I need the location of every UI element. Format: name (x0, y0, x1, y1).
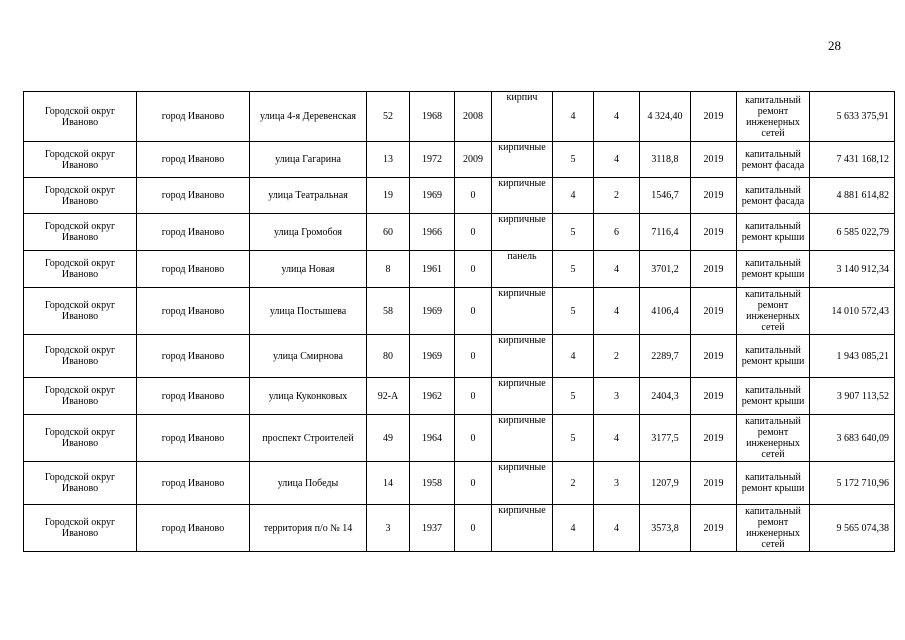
area-cell: 4106,4 (640, 288, 691, 335)
cost-cell: 3 683 640,09 (810, 415, 895, 462)
municipality-cell: Городской округ Иваново (24, 335, 137, 378)
entrances-cell: 4 (594, 92, 640, 142)
floors-cell: 5 (553, 142, 594, 178)
year-built-cell: 1962 (410, 378, 455, 415)
cost-cell: 3 907 113,52 (810, 378, 895, 415)
floors-cell: 5 (553, 251, 594, 288)
city-cell: город Иваново (137, 251, 250, 288)
street-cell: улица Постышева (250, 288, 367, 335)
planned-year-cell: 2019 (691, 251, 737, 288)
city-cell: город Иваново (137, 214, 250, 251)
house-number-cell: 19 (367, 178, 410, 214)
planned-year-cell: 2019 (691, 462, 737, 505)
year-built-cell: 1972 (410, 142, 455, 178)
planned-year-cell: 2019 (691, 92, 737, 142)
area-cell: 1207,9 (640, 462, 691, 505)
entrances-cell: 4 (594, 505, 640, 552)
municipality-cell: Городской округ Иваново (24, 178, 137, 214)
page-number: 28 (828, 38, 841, 53)
year-renovated-cell: 0 (455, 378, 492, 415)
street-cell: улица Театральная (250, 178, 367, 214)
wall-material-cell: кирпичные (492, 335, 553, 378)
wall-material-cell: кирпичные (492, 505, 553, 552)
work-type-cell: капитальный ремонт инженерных сетей (737, 288, 810, 335)
entrances-cell: 4 (594, 415, 640, 462)
entrances-cell: 4 (594, 288, 640, 335)
cost-cell: 6 585 022,79 (810, 214, 895, 251)
area-cell: 3177,5 (640, 415, 691, 462)
year-renovated-cell: 0 (455, 415, 492, 462)
cost-cell: 7 431 168,12 (810, 142, 895, 178)
house-number-cell: 58 (367, 288, 410, 335)
year-renovated-cell: 0 (455, 214, 492, 251)
work-type-cell: капитальный ремонт инженерных сетей (737, 92, 810, 142)
table-row (24, 92, 895, 142)
entrances-cell: 2 (594, 178, 640, 214)
municipality-cell: Городской округ Иваново (24, 288, 137, 335)
municipality-cell: Городской округ Иваново (24, 505, 137, 552)
area-cell: 2404,3 (640, 378, 691, 415)
house-number-cell: 52 (367, 92, 410, 142)
table-row (24, 142, 895, 178)
city-cell: город Иваново (137, 335, 250, 378)
street-cell: улица Куконковых (250, 378, 367, 415)
cost-cell: 3 140 912,34 (810, 251, 895, 288)
year-renovated-cell: 0 (455, 251, 492, 288)
table-row (24, 462, 895, 505)
wall-material-cell: кирпичные (492, 462, 553, 505)
year-renovated-cell: 0 (455, 178, 492, 214)
wall-material-cell: кирпичные (492, 415, 553, 462)
cost-cell: 14 010 572,43 (810, 288, 895, 335)
entrances-cell: 4 (594, 251, 640, 288)
house-number-cell: 3 (367, 505, 410, 552)
planned-year-cell: 2019 (691, 415, 737, 462)
house-number-cell: 80 (367, 335, 410, 378)
municipality-cell: Городской округ Иваново (24, 415, 137, 462)
table-row (24, 415, 895, 462)
entrances-cell: 3 (594, 378, 640, 415)
cost-cell: 1 943 085,21 (810, 335, 895, 378)
year-renovated-cell: 2009 (455, 142, 492, 178)
floors-cell: 4 (553, 505, 594, 552)
street-cell: улица Громобоя (250, 214, 367, 251)
year-renovated-cell: 2008 (455, 92, 492, 142)
entrances-cell: 2 (594, 335, 640, 378)
wall-material-cell: кирпич (492, 92, 553, 142)
work-type-cell: капитальный ремонт крыши (737, 378, 810, 415)
year-built-cell: 1966 (410, 214, 455, 251)
planned-year-cell: 2019 (691, 214, 737, 251)
street-cell: территория п/о № 14 (250, 505, 367, 552)
house-number-cell: 60 (367, 214, 410, 251)
planned-year-cell: 2019 (691, 142, 737, 178)
cost-cell: 5 172 710,96 (810, 462, 895, 505)
floors-cell: 5 (553, 415, 594, 462)
cost-cell: 9 565 074,38 (810, 505, 895, 552)
street-cell: улица 4-я Деревенская (250, 92, 367, 142)
table-row (24, 335, 895, 378)
work-type-cell: капитальный ремонт инженерных сетей (737, 415, 810, 462)
cost-cell: 5 633 375,91 (810, 92, 895, 142)
city-cell: город Иваново (137, 288, 250, 335)
area-cell: 7116,4 (640, 214, 691, 251)
floors-cell: 2 (553, 462, 594, 505)
house-number-cell: 13 (367, 142, 410, 178)
year-built-cell: 1958 (410, 462, 455, 505)
house-number-cell: 92-А (367, 378, 410, 415)
city-cell: город Иваново (137, 378, 250, 415)
year-built-cell: 1969 (410, 178, 455, 214)
cost-cell: 4 881 614,82 (810, 178, 895, 214)
wall-material-cell: кирпичные (492, 142, 553, 178)
city-cell: город Иваново (137, 462, 250, 505)
floors-cell: 4 (553, 92, 594, 142)
table-row (24, 251, 895, 288)
year-built-cell: 1961 (410, 251, 455, 288)
entrances-cell: 4 (594, 142, 640, 178)
area-cell: 1546,7 (640, 178, 691, 214)
house-number-cell: 14 (367, 462, 410, 505)
city-cell: город Иваново (137, 178, 250, 214)
work-type-cell: капитальный ремонт крыши (737, 335, 810, 378)
work-type-cell: капитальный ремонт крыши (737, 251, 810, 288)
street-cell: улица Гагарина (250, 142, 367, 178)
municipality-cell: Городской округ Иваново (24, 251, 137, 288)
house-number-cell: 49 (367, 415, 410, 462)
table-row (24, 378, 895, 415)
city-cell: город Иваново (137, 92, 250, 142)
table-row (24, 178, 895, 214)
floors-cell: 5 (553, 378, 594, 415)
repair-program-table (23, 91, 895, 552)
municipality-cell: Городской округ Иваново (24, 92, 137, 142)
entrances-cell: 3 (594, 462, 640, 505)
planned-year-cell: 2019 (691, 178, 737, 214)
area-cell: 3573,8 (640, 505, 691, 552)
area-cell: 3118,8 (640, 142, 691, 178)
work-type-cell: капитальный ремонт крыши (737, 462, 810, 505)
year-built-cell: 1964 (410, 415, 455, 462)
city-cell: город Иваново (137, 415, 250, 462)
municipality-cell: Городской округ Иваново (24, 142, 137, 178)
table-row (24, 214, 895, 251)
table-row (24, 288, 895, 335)
wall-material-cell: кирпичные (492, 178, 553, 214)
street-cell: улица Новая (250, 251, 367, 288)
work-type-cell: капитальный ремонт фасада (737, 142, 810, 178)
floors-cell: 4 (553, 335, 594, 378)
work-type-cell: капитальный ремонт фасада (737, 178, 810, 214)
area-cell: 3701,2 (640, 251, 691, 288)
municipality-cell: Городской округ Иваново (24, 378, 137, 415)
floors-cell: 5 (553, 288, 594, 335)
year-built-cell: 1969 (410, 335, 455, 378)
planned-year-cell: 2019 (691, 335, 737, 378)
year-renovated-cell: 0 (455, 505, 492, 552)
city-cell: город Иваново (137, 142, 250, 178)
planned-year-cell: 2019 (691, 505, 737, 552)
wall-material-cell: кирпичные (492, 378, 553, 415)
year-renovated-cell: 0 (455, 335, 492, 378)
table-row (24, 505, 895, 552)
street-cell: проспект Строителей (250, 415, 367, 462)
street-cell: улица Смирнова (250, 335, 367, 378)
house-number-cell: 8 (367, 251, 410, 288)
year-built-cell: 1969 (410, 288, 455, 335)
municipality-cell: Городской округ Иваново (24, 462, 137, 505)
floors-cell: 5 (553, 214, 594, 251)
wall-material-cell: кирпичные (492, 214, 553, 251)
planned-year-cell: 2019 (691, 378, 737, 415)
work-type-cell: капитальный ремонт инженерных сетей (737, 505, 810, 552)
year-renovated-cell: 0 (455, 288, 492, 335)
municipality-cell: Городской округ Иваново (24, 214, 137, 251)
entrances-cell: 6 (594, 214, 640, 251)
planned-year-cell: 2019 (691, 288, 737, 335)
floors-cell: 4 (553, 178, 594, 214)
work-type-cell: капитальный ремонт крыши (737, 214, 810, 251)
street-cell: улица Победы (250, 462, 367, 505)
wall-material-cell: кирпичные (492, 288, 553, 335)
area-cell: 2289,7 (640, 335, 691, 378)
area-cell: 4 324,40 (640, 92, 691, 142)
year-renovated-cell: 0 (455, 462, 492, 505)
city-cell: город Иваново (137, 505, 250, 552)
year-built-cell: 1968 (410, 92, 455, 142)
year-built-cell: 1937 (410, 505, 455, 552)
wall-material-cell: панель (492, 251, 553, 288)
